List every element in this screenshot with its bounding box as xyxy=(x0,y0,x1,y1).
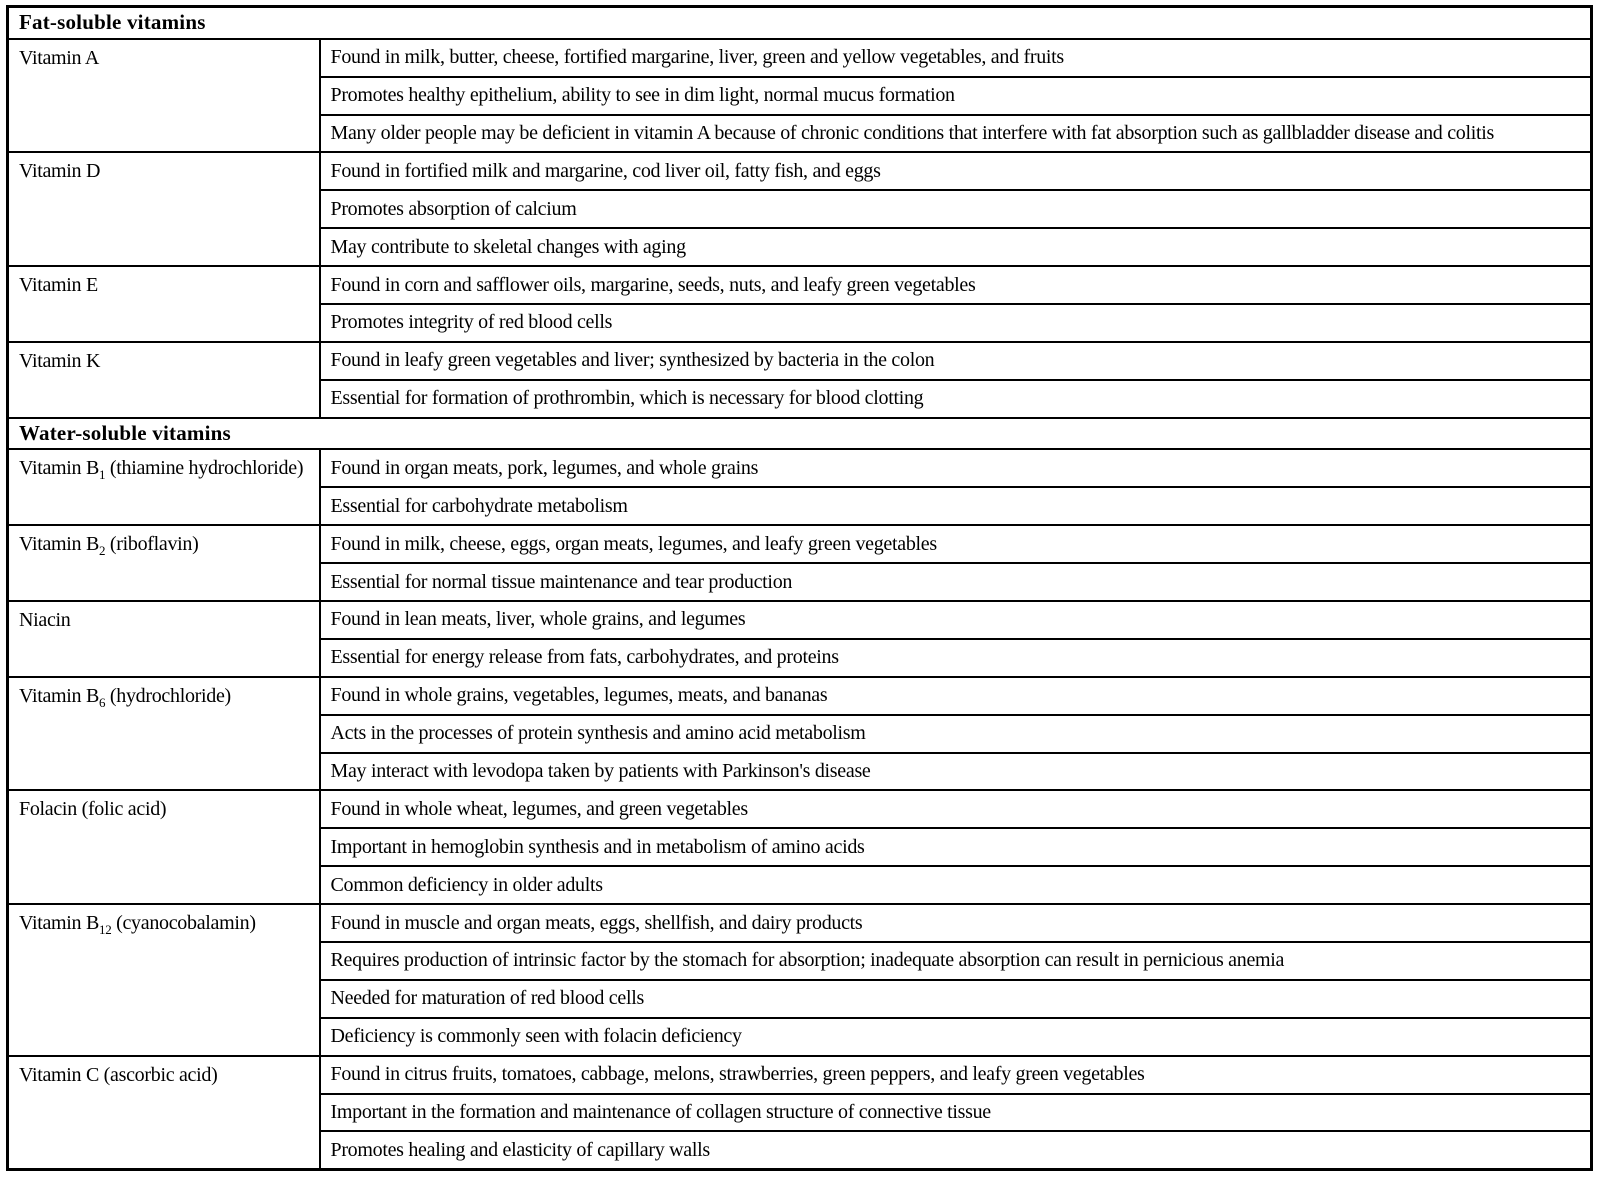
vitamin-detail: Promotes healing and elasticity of capillary walls xyxy=(320,1131,1592,1169)
vitamin-name-subscript: 6 xyxy=(99,694,106,710)
vitamin-name-text: Niacin xyxy=(19,608,71,631)
vitamin-name-k xyxy=(8,342,320,418)
vitamin-detail: Requires production of intrinsic factor by the stomach for absorption; inadequate absorption can result in pernicious anemia xyxy=(320,942,1592,980)
vitamin-detail: Promotes integrity of red blood cells xyxy=(320,304,1592,342)
vitamin-detail: Essential for energy release from fats, carbohydrates, and proteins xyxy=(320,639,1592,677)
vitamin-name-text: Vitamin C (ascorbic acid) xyxy=(19,1063,218,1086)
table-row xyxy=(8,342,1592,380)
section-header-water-soluble: Water-soluble vitamins xyxy=(8,418,1592,450)
vitamin-detail: Acts in the processes of protein synthesis and amino acid metabolism xyxy=(320,715,1592,753)
vitamin-name-c xyxy=(8,1056,320,1170)
vitamin-detail: Found in leafy green vegetables and liver; synthesized by bacteria in the colon xyxy=(320,342,1592,380)
table-row xyxy=(8,1056,1592,1094)
vitamin-name-text: Vitamin A xyxy=(19,46,99,69)
vitamin-detail: Found in organ meats, pork, legumes, and whole grains xyxy=(320,449,1592,487)
vitamin-name-b2 xyxy=(8,525,320,601)
table-row xyxy=(8,266,1592,304)
vitamin-detail: Found in corn and safflower oils, margarine, seeds, nuts, and leafy green vegetables xyxy=(320,266,1592,304)
vitamin-detail: Essential for normal tissue maintenance and tear production xyxy=(320,563,1592,601)
section-header-row-fat-soluble xyxy=(8,7,1592,39)
vitamin-name-text: Vitamin E xyxy=(19,274,98,297)
vitamin-name-text: Vitamin B xyxy=(19,912,99,935)
vitamin-name-b1 xyxy=(8,449,320,525)
vitamin-name-text: Vitamin D xyxy=(19,160,101,183)
vitamins-table xyxy=(6,5,1593,1171)
table-row xyxy=(8,39,1592,77)
vitamin-name-text: Vitamin B xyxy=(19,684,99,707)
vitamin-detail: Deficiency is commonly seen with folacin deficiency xyxy=(320,1018,1592,1056)
vitamin-detail: Important in hemoglobin synthesis and in metabolism of amino acids xyxy=(320,828,1592,866)
vitamin-name-a xyxy=(8,39,320,153)
table-row xyxy=(8,790,1592,828)
vitamin-detail: Common deficiency in older adults xyxy=(320,866,1592,904)
vitamin-detail: Found in milk, cheese, eggs, organ meats, legumes, and leafy green vegetables xyxy=(320,525,1592,563)
vitamin-detail: Found in citrus fruits, tomatoes, cabbage, melons, strawberries, green peppers, and leafy green vegetables xyxy=(320,1056,1592,1094)
vitamin-name-subscript: 2 xyxy=(99,543,106,559)
vitamin-detail: Found in milk, butter, cheese, fortified margarine, liver, green and yellow vegetables, and fruits xyxy=(320,39,1592,77)
table-row xyxy=(8,152,1592,190)
vitamin-detail: Promotes absorption of calcium xyxy=(320,190,1592,228)
vitamin-detail: Found in fortified milk and margarine, cod liver oil, fatty fish, and eggs xyxy=(320,152,1592,190)
vitamin-name-suffix: (cyanocobalamin) xyxy=(111,912,256,935)
vitamin-detail: Many older people may be deficient in vitamin A because of chronic conditions that interfere with fat absorption such as gallbladder disease and colitis xyxy=(320,115,1592,153)
table-row xyxy=(8,904,1592,942)
vitamin-name-e xyxy=(8,266,320,342)
vitamin-detail: Needed for maturation of red blood cells xyxy=(320,980,1592,1018)
vitamin-name-d xyxy=(8,152,320,266)
vitamin-detail: Essential for carbohydrate metabolism xyxy=(320,487,1592,525)
vitamin-name-suffix: (thiamine hydrochloride) xyxy=(105,457,304,480)
vitamin-detail: Promotes healthy epithelium, ability to see in dim light, normal mucus formation xyxy=(320,77,1592,115)
vitamin-name-text: Vitamin K xyxy=(19,349,101,372)
vitamin-name-b12 xyxy=(8,904,320,1056)
section-header-row-water-soluble xyxy=(8,418,1592,450)
vitamin-name-text: Folacin (folic acid) xyxy=(19,798,167,821)
table-row xyxy=(8,525,1592,563)
vitamin-detail: May contribute to skeletal changes with aging xyxy=(320,228,1592,266)
vitamin-name-subscript: 12 xyxy=(99,922,112,938)
vitamin-detail: Important in the formation and maintenance of collagen structure of connective tissue xyxy=(320,1094,1592,1132)
vitamin-detail: Essential for formation of prothrombin, which is necessary for blood clotting xyxy=(320,380,1592,418)
vitamin-detail: May interact with levodopa taken by patients with Parkinson's disease xyxy=(320,753,1592,791)
table-row xyxy=(8,601,1592,639)
vitamin-name-folacin xyxy=(8,790,320,904)
vitamin-detail: Found in whole wheat, legumes, and green vegetables xyxy=(320,790,1592,828)
vitamin-name-niacin xyxy=(8,601,320,677)
vitamin-name-subscript: 1 xyxy=(99,467,106,483)
vitamin-detail: Found in lean meats, liver, whole grains, and legumes xyxy=(320,601,1592,639)
vitamin-detail: Found in whole grains, vegetables, legumes, meats, and bananas xyxy=(320,677,1592,715)
vitamin-name-text: Vitamin B xyxy=(19,457,99,480)
section-header-fat-soluble: Fat-soluble vitamins xyxy=(8,7,1592,39)
table-row xyxy=(8,449,1592,487)
vitamin-detail: Found in muscle and organ meats, eggs, shellfish, and dairy products xyxy=(320,904,1592,942)
vitamin-name-text: Vitamin B xyxy=(19,533,99,556)
table-row xyxy=(8,677,1592,715)
vitamin-name-suffix: (riboflavin) xyxy=(105,533,199,556)
vitamin-name-b6 xyxy=(8,677,320,791)
vitamin-name-suffix: (hydrochloride) xyxy=(105,684,231,707)
